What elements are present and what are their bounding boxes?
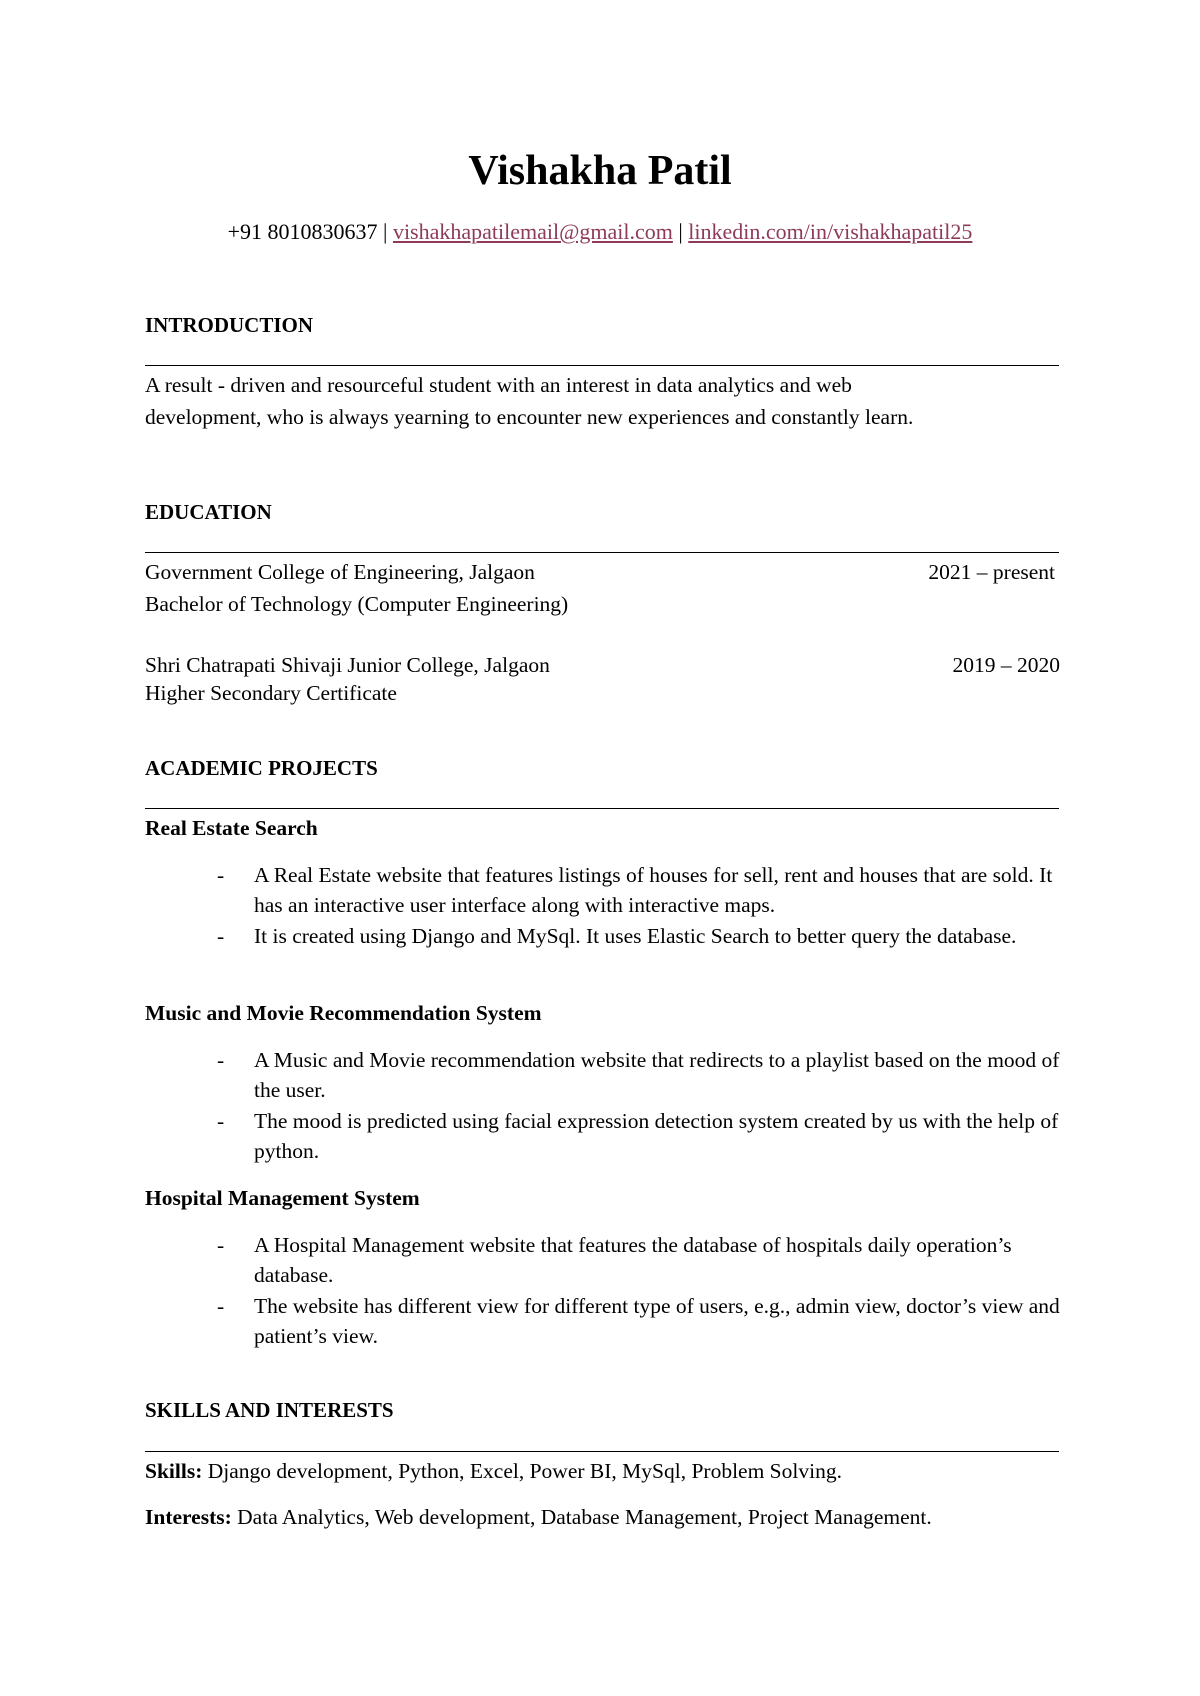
- skills-label: Skills:: [145, 1459, 203, 1483]
- bullet-text: The website has different view for different type of users, e.g., admin view, doctor’s view and patient’s view.: [254, 1294, 1060, 1348]
- bullet-text: The mood is predicted using facial expression detection system created by us with the help of python.: [254, 1109, 1059, 1163]
- bullet-text: A Hospital Management website that features the database of hospitals daily operation’s database.: [254, 1233, 1012, 1287]
- project-bullets: [145, 860, 1075, 952]
- linkedin-link[interactable]: linkedin.com/in/vishakhapatil25: [688, 219, 973, 244]
- project-bullet: [145, 1230, 1075, 1290]
- section-rule: [145, 365, 1059, 366]
- education-institution: Government College of Engineering, Jalgaon: [145, 560, 535, 584]
- project-bullet: [145, 860, 1075, 920]
- bullet-dash: -: [217, 1109, 225, 1133]
- education-degree: Bachelor of Technology (Computer Engineering): [145, 592, 569, 616]
- project-bullet: [145, 1291, 1075, 1351]
- project-bullets: [145, 1045, 1075, 1167]
- contact-separator: |: [672, 219, 689, 244]
- education-institution: Shri Chatrapati Shivaji Junior College, Jalgaon: [145, 653, 550, 677]
- contact-separator: |: [377, 219, 393, 244]
- section-title-introduction: INTRODUCTION: [145, 313, 314, 337]
- project-bullet: [145, 1045, 1075, 1105]
- phone-number: +91 8010830637: [227, 219, 378, 244]
- bullet-text: A Real Estate website that features listings of houses for sell, rent and houses that are sold. It has an interactive user interface along with interactive maps.: [254, 863, 1053, 917]
- project-title: Real Estate Search: [145, 816, 318, 840]
- education-dates: 2019 – 2020: [952, 653, 1060, 677]
- email-link[interactable]: vishakhapatilemail@gmail.com: [392, 219, 673, 244]
- bullet-dash: -: [217, 863, 225, 887]
- introduction-line: development, who is always yearning to encounter new experiences and constantly learn.: [145, 405, 914, 429]
- skills-line: [145, 1456, 842, 1487]
- bullet-dash: -: [217, 1048, 225, 1072]
- section-rule: [145, 808, 1059, 809]
- bullet-dash: -: [217, 1233, 225, 1257]
- bullet-text: A Music and Movie recommendation website that redirects to a playlist based on the mood of the user.: [254, 1048, 1060, 1102]
- education-degree: Higher Secondary Certificate: [145, 681, 397, 705]
- project-title: Music and Movie Recommendation System: [145, 1001, 542, 1025]
- section-title-skills: SKILLS AND INTERESTS: [145, 1398, 394, 1422]
- section-title-projects: ACADEMIC PROJECTS: [145, 756, 378, 780]
- bullet-dash: -: [217, 924, 225, 948]
- interests-value: Data Analytics, Web development, Database Management, Project Management.: [231, 1505, 932, 1529]
- skills-value: Django development, Python, Excel, Power BI, MySql, Problem Solving.: [202, 1459, 842, 1483]
- interests-line: [145, 1502, 932, 1533]
- project-bullets: [145, 1230, 1075, 1352]
- education-dates: 2021 – present: [928, 560, 1055, 584]
- bullet-text: It is created using Django and MySql. It uses Elastic Search to better query the database.: [254, 924, 1017, 948]
- introduction-line: A result - driven and resourceful student with an interest in data analytics and web: [145, 373, 852, 397]
- project-bullet: [145, 1106, 1075, 1166]
- bullet-dash: -: [217, 1294, 225, 1318]
- candidate-name: Vishakha Patil: [468, 148, 732, 194]
- contact-line: [0, 219, 1200, 245]
- project-title: Hospital Management System: [145, 1186, 420, 1210]
- section-rule: [145, 1451, 1059, 1452]
- section-rule: [145, 552, 1059, 553]
- interests-label: Interests:: [145, 1505, 232, 1529]
- project-bullet: [145, 921, 1075, 951]
- section-title-education: EDUCATION: [145, 500, 272, 524]
